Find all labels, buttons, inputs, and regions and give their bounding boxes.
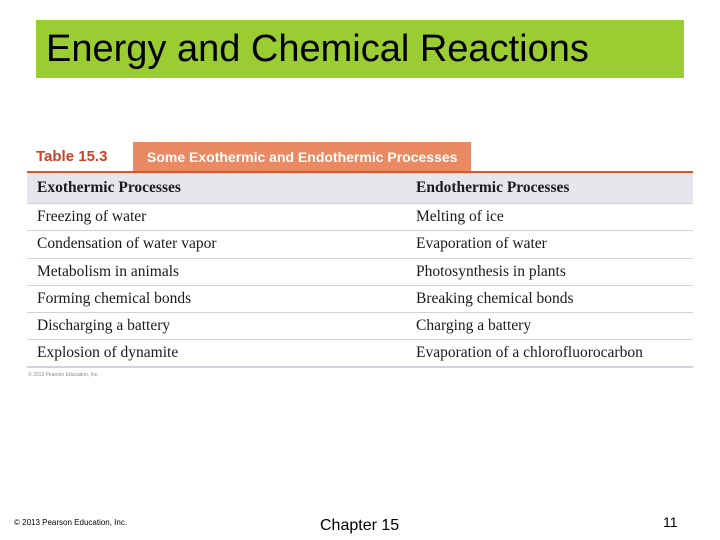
table-row: [27, 313, 693, 340]
footer-copyright: © 2013 Pearson Education, Inc.: [14, 518, 128, 527]
table-credit: © 2013 Pearson Education, Inc.: [28, 371, 99, 378]
endothermic-cell: Breaking chemical bonds: [416, 290, 574, 308]
column-header-endothermic: Endothermic Processes: [416, 179, 570, 196]
table-header-row: [27, 173, 693, 204]
table-caption-title: Some Exothermic and Endothermic Processes: [133, 142, 471, 171]
exothermic-cell: Condensation of water vapor: [37, 235, 217, 253]
footer-page-number: 11: [663, 514, 678, 530]
endothermic-cell: Melting of ice: [416, 208, 504, 226]
processes-table: [27, 142, 693, 378]
slide-title: Energy and Chemical Reactions: [46, 27, 589, 70]
table-row: [27, 259, 693, 286]
table-number: Table 15.3: [36, 148, 108, 165]
endothermic-cell: Photosynthesis in plants: [416, 262, 566, 280]
endothermic-cell: Evaporation of water: [416, 235, 547, 253]
exothermic-cell: Freezing of water: [37, 208, 147, 226]
exothermic-cell: Metabolism in animals: [37, 262, 180, 280]
column-header-exothermic: Exothermic Processes: [37, 179, 181, 196]
table-row: [27, 340, 693, 367]
footer-chapter: Chapter 15: [320, 517, 400, 534]
slide-title-bar: [36, 20, 684, 78]
table-row: [27, 286, 693, 313]
exothermic-cell: Forming chemical bonds: [37, 290, 192, 308]
endothermic-cell: Evaporation of a chlorofluorocarbon: [416, 344, 643, 362]
endothermic-cell: Charging a battery: [416, 317, 532, 335]
exothermic-cell: Discharging a battery: [37, 317, 171, 335]
table-row: [27, 231, 693, 258]
table-caption: [27, 142, 693, 173]
exothermic-cell: Explosion of dynamite: [37, 344, 179, 362]
table-row: [27, 204, 693, 231]
